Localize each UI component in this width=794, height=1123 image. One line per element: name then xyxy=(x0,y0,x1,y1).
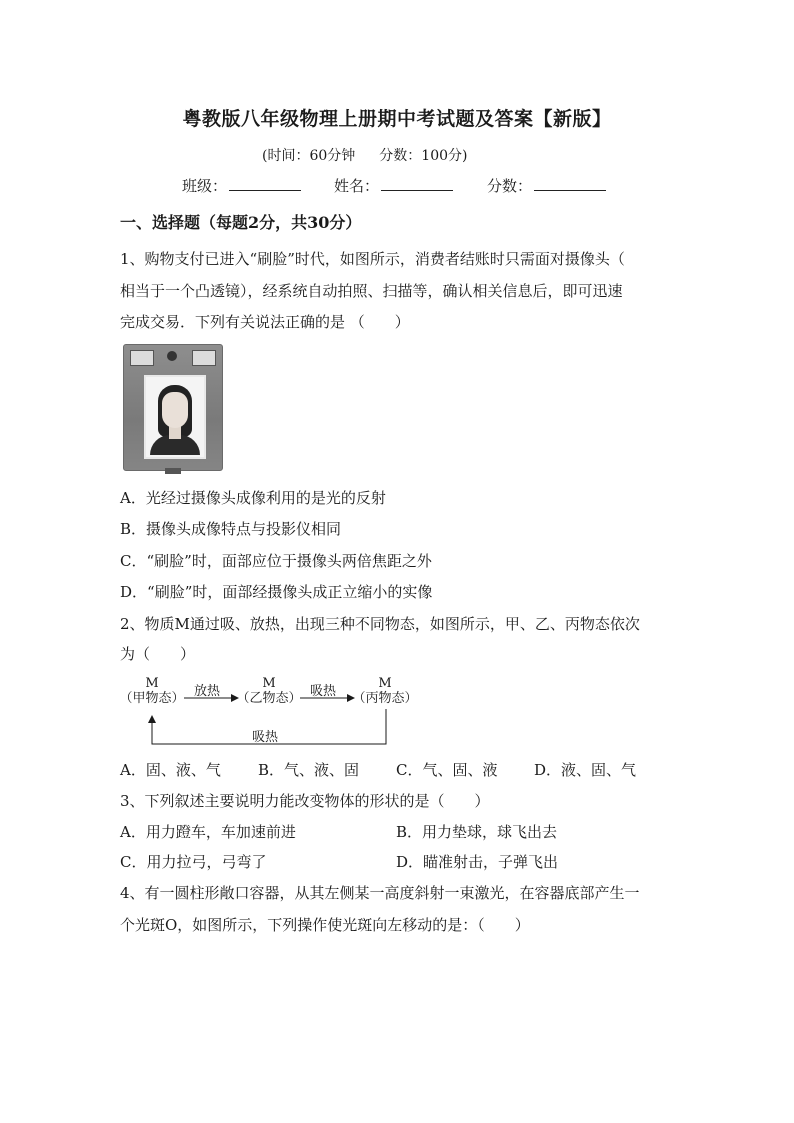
q2-option-d: D．液、固、气 xyxy=(534,761,637,779)
q3-option-c: C．用力拉弓，弓弯了 xyxy=(120,853,267,871)
q3-line: 3、下列叙述主要说明力能改变物体的形状的是（ ） xyxy=(120,792,490,810)
q2-option-b: B．气、液、固 xyxy=(258,761,360,779)
q2-line: 2、物质M通过吸、放热，出现三种不同物态，如图所示，甲、乙、丙物态依次 xyxy=(120,615,640,633)
q2-line: 为（ ） xyxy=(120,645,196,663)
exam-score: 分数：100分) xyxy=(379,148,468,164)
exam-info xyxy=(262,145,467,165)
state-change-diagram xyxy=(118,672,428,752)
exam-time: (时间：60分钟 xyxy=(262,148,356,164)
q1-line: 相当于一个凸透镜），经系统自动拍照、扫描等，确认相关信息后，即可迅速 xyxy=(120,282,623,300)
name-field[interactable]: 姓名： xyxy=(334,175,453,196)
q1-option-d: D．“刷脸”时，面部经摄像头成正立缩小的实像 xyxy=(120,583,433,601)
q3-option-a: A．用力蹬车，车加速前进 xyxy=(120,823,296,841)
label-absorb-heat: 吸热 xyxy=(252,730,279,745)
q4-line: 4、有一圆柱形敞口容器，从其左侧某一高度斜射一束激光，在容器底部产生一 xyxy=(120,884,640,902)
label-absorb-heat: 吸热 xyxy=(310,684,337,699)
state-b-node: M （乙物态） xyxy=(236,676,302,706)
q2-option-c: C．气、固、液 xyxy=(396,761,498,779)
exam-title: 粤教版八年级物理上册期中考试题及答案【新版】 xyxy=(182,108,612,130)
q4-line: 个光斑O，如图所示，下列操作使光斑向左移动的是：（ ） xyxy=(120,916,530,934)
state-a-node: M （甲物态） xyxy=(119,676,185,706)
q1-option-a: A．光经过摄像头成像利用的是光的反射 xyxy=(120,489,386,507)
q3-option-d: D．瞄准射击，子弹飞出 xyxy=(396,853,559,871)
q3-option-b: B．用力垫球，球飞出去 xyxy=(396,823,558,841)
face-scan-camera-photo xyxy=(123,344,223,471)
state-c-node: M （丙物态） xyxy=(352,676,418,706)
section-heading: 一、选择题（每题2分，共30分） xyxy=(120,213,362,232)
class-field[interactable]: 班级： xyxy=(182,175,301,196)
q2-option-a: A．固、液、气 xyxy=(120,761,221,779)
q1-option-c: C．“刷脸”时，面部应位于摄像头两倍焦距之外 xyxy=(120,552,432,570)
q1-line: 1、购物支付已进入“刷脸”时代，如图所示，消费者结账时只需面对摄像头（ xyxy=(120,250,625,268)
q1-option-b: B．摄像头成像特点与投影仪相同 xyxy=(120,520,342,538)
score-field[interactable]: 分数： xyxy=(487,175,606,196)
q1-line: 完成交易．下列有关说法正确的是 （ ） xyxy=(120,313,410,331)
label-release-heat: 放热 xyxy=(194,684,221,699)
